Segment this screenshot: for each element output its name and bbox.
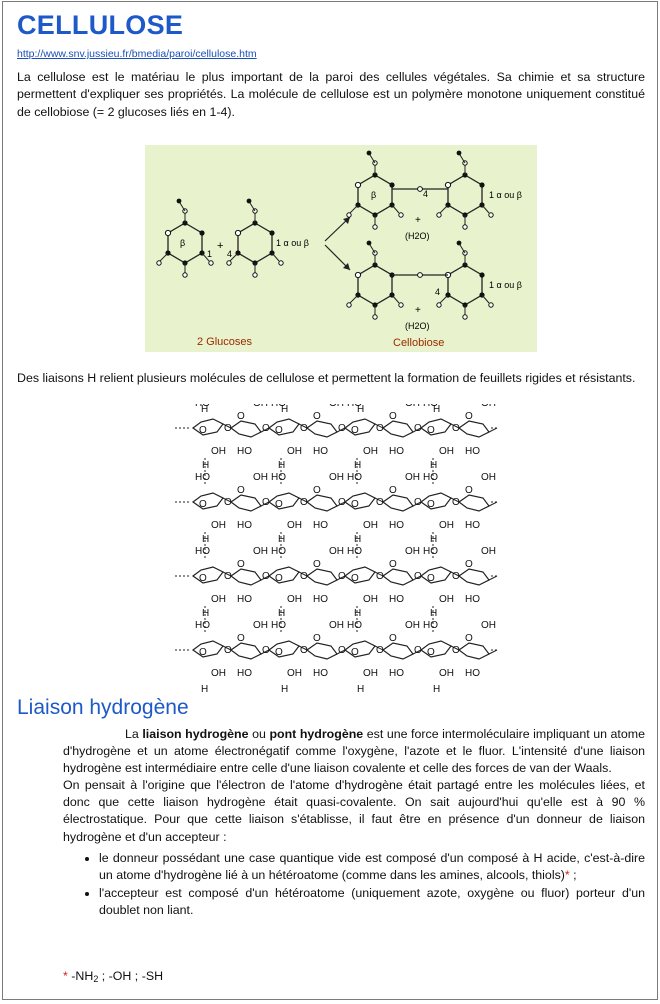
glucose-ring	[269, 493, 299, 509]
ring-oxygen-label: O	[300, 497, 308, 508]
glucose-ring	[269, 567, 299, 583]
hydroxyl-oh-label: OH	[439, 668, 454, 679]
glucose-ring	[269, 641, 299, 657]
hydrogen-label: H	[433, 684, 441, 694]
hydroxyl-ho-label: HO	[465, 520, 480, 531]
glucose-ring	[459, 569, 489, 585]
footnote-subscript: 2	[93, 974, 99, 984]
page-title: CELLULOSE	[17, 10, 184, 40]
hydrogen-label: H	[278, 460, 286, 471]
hydrogen-label: H	[201, 684, 209, 694]
hydroxyl-ho-label: HO	[195, 472, 210, 483]
glucose-ring	[421, 567, 451, 583]
hydrogen-label: H	[433, 404, 441, 415]
hydrogen-label: H	[357, 404, 365, 415]
glucose-ring	[193, 641, 223, 657]
oxygen-label: O	[313, 485, 321, 496]
hydroxyl-ho-label: HO	[195, 620, 210, 631]
ring-oxygen-label: O	[338, 423, 346, 434]
hydroxyl-oh-label: OH	[363, 520, 378, 531]
hydroxyl-oh-label: OH	[329, 546, 344, 557]
hydroxyl-oh-label: OH	[211, 520, 226, 531]
oxygen-label: O	[427, 425, 435, 436]
oxygen-label: O	[389, 411, 397, 422]
beta-label-2: β	[371, 190, 377, 200]
oxygen-label: O	[313, 559, 321, 570]
glucose-ring	[383, 421, 413, 437]
hydroxyl-ho-label: HO	[313, 594, 328, 605]
term-hydrogen-bridge: pont hydrogène	[269, 727, 364, 741]
oxygen-label: O	[351, 499, 359, 510]
hydroxyl-oh-label: OH	[253, 472, 268, 483]
hydroxyl-oh-label: OH	[211, 446, 226, 457]
oxygen-label: O	[237, 559, 245, 570]
oxygen-label: O	[389, 485, 397, 496]
oxygen-label: O	[199, 425, 207, 436]
hydroxyl-oh-label	[253, 404, 268, 409]
donor-acceptor-list	[63, 850, 645, 919]
hydrogen-label: H	[202, 460, 210, 471]
oxygen-label: O	[351, 573, 359, 584]
hydroxyl-oh-label: OH	[211, 594, 226, 605]
document-page	[2, 1, 658, 1000]
ring-oxygen-label: O	[338, 571, 346, 582]
hydroxyl-oh-label: OH	[481, 472, 496, 483]
electrostatic-paragraph: On pensait à l'origine que l'électron de l'atome d'hydrogène était partagé entre les molécules liées, et donc que cette liaison hydrogène était quasi-covalente. On sait aujourd'hui qu'elle est à 90 % électrostatique. Pour que cette liaison s'établisse, il faut être en présence d'un donneur de liaison hydrogène et d'un accepteur :	[63, 778, 645, 844]
ring-oxygen-label: O	[414, 571, 422, 582]
hydroxyl-oh-label: OH	[405, 620, 420, 631]
hydrogen-label: H	[354, 534, 362, 545]
footnote-star: *	[63, 969, 68, 983]
oxygen-label: O	[275, 499, 283, 510]
ring-oxygen-label: O	[224, 497, 232, 508]
hydroxyl-ho-label: HO	[389, 520, 404, 531]
footnote-marker: *	[564, 867, 570, 882]
hydroxyl-oh-label: OH	[287, 668, 302, 679]
hydrogen-label: H	[202, 534, 210, 545]
carbon-1-label: 1	[207, 249, 213, 259]
hydroxyl-ho-label: HO	[313, 446, 328, 457]
ring-oxygen-label: O	[300, 571, 308, 582]
hydroxyl-oh-label: OH	[253, 620, 268, 631]
oxygen-label: O	[275, 573, 283, 584]
hydroxyl-oh-label: OH	[439, 446, 454, 457]
oxygen-label: O	[427, 647, 435, 658]
hydroxyl-ho-label: HO	[389, 668, 404, 679]
term-hydrogen-bond: liaison hydrogène	[142, 727, 249, 741]
ring-oxygen-label: O	[414, 423, 422, 434]
ring-oxygen-label: O	[262, 497, 270, 508]
plus-sign: +	[217, 240, 224, 252]
hydrogen-label: H	[357, 684, 365, 694]
ring-oxygen-label: O	[376, 571, 384, 582]
glycosidic-bond	[489, 502, 497, 506]
beta-label: β	[180, 238, 186, 248]
ring-oxygen-label: O	[452, 645, 460, 656]
hydroxyl-oh-label: OH	[481, 546, 496, 557]
water-label-2: (H2O)	[405, 321, 430, 331]
carbon-4-label-3: 4	[435, 287, 441, 297]
definition-rest: est une force intermoléculaire impliquant un atome d'hydrogène et un atome électronégatif comme l'oxygène, l'azote et le fluor. L'intensité d'une liaison hydrogène est intermédiaire entre celle d'une liaison covalente et celle des forces de van der Waals.	[63, 727, 645, 776]
definition-prefix: La	[125, 727, 139, 741]
glucose-ring	[421, 419, 451, 435]
oxygen-label: O	[313, 633, 321, 644]
hydroxyl-ho-label: HO	[389, 594, 404, 605]
hydroxyl-oh-label: OH	[439, 594, 454, 605]
hydroxyl-ho-label: HO	[423, 620, 438, 631]
hydrogen-label: H	[354, 460, 362, 471]
hydrogen-bond-network-diagram	[171, 404, 501, 694]
glucose-ring	[269, 419, 299, 435]
oxygen-label: O	[427, 499, 435, 510]
glucose-ring	[193, 493, 223, 509]
hydroxyl-oh-label: OH	[363, 668, 378, 679]
ring-oxygen-label: O	[262, 423, 270, 434]
oxygen-label: O	[237, 411, 245, 422]
hydroxyl-ho-label: HO	[271, 472, 286, 483]
glucose-ring	[345, 641, 375, 657]
hydroxyl-oh-label: OH	[363, 446, 378, 457]
glucose-ring	[231, 643, 261, 659]
glucose-ring	[231, 569, 261, 585]
ring-oxygen-label: O	[452, 423, 460, 434]
hydroxyl-oh-label: OH	[287, 446, 302, 457]
glucose-ring	[345, 493, 375, 509]
ring-oxygen-label: O	[300, 645, 308, 656]
glucose-ring	[193, 419, 223, 435]
hydrogen-label: H	[281, 404, 289, 415]
oxygen-label: O	[351, 647, 359, 658]
ring-oxygen-label: O	[224, 571, 232, 582]
hydroxyl-ho-label: HO	[271, 546, 286, 557]
oxygen-label: O	[237, 485, 245, 496]
hydroxyl-ho-label: HO	[313, 668, 328, 679]
hydroxyl-oh-label: OH	[329, 620, 344, 631]
hydrogen-label: H	[430, 534, 438, 545]
hydroxyl-oh-label: OH	[211, 668, 226, 679]
hydroxyl-oh-label	[481, 404, 496, 409]
hydroxyl-ho-label: HO	[195, 546, 210, 557]
hydroxyl-ho-label: HO	[465, 446, 480, 457]
definition-or: ou	[252, 727, 266, 741]
anomer-label: 1 α ou β	[276, 238, 309, 248]
hydroxyl-oh-label: OH	[439, 520, 454, 531]
ring-oxygen-label: O	[452, 571, 460, 582]
list-item-acceptor: • l'accepteur est composé d'un hétéroatome (uniquement azote, oxygène ou fluor) porteur d'un doublet non liant.	[99, 885, 645, 919]
hydrogen-label: H	[278, 608, 286, 619]
definition-paragraph	[63, 726, 645, 777]
ring-oxygen-label: O	[376, 423, 384, 434]
glucose-ring	[307, 569, 337, 585]
ring-oxygen-label: O	[262, 571, 270, 582]
glucose-ring	[231, 421, 261, 437]
hydrogen-label: H	[202, 608, 210, 619]
ring-oxygen-label: O	[414, 645, 422, 656]
ring-oxygen-label: O	[224, 645, 232, 656]
donor-end: ;	[569, 867, 577, 882]
footnote-nh: -NH	[71, 969, 94, 983]
hydroxyl-ho-label: HO	[347, 620, 362, 631]
oxygen-label: O	[351, 425, 359, 436]
source-link[interactable]: http://www.snv.jussieu.fr/bmedia/paroi/cellulose.htm	[17, 48, 257, 60]
glucose-ring	[383, 569, 413, 585]
carbon-4-label: 4	[227, 249, 233, 259]
glycosidic-bond	[489, 428, 497, 432]
ring-oxygen-label: O	[224, 423, 232, 434]
oxygen-label: O	[465, 559, 473, 570]
oxygen-label: O	[275, 647, 283, 658]
hydrogen-label: H	[201, 404, 209, 415]
glucose-ring	[459, 495, 489, 511]
ring-oxygen-label: O	[452, 497, 460, 508]
anomer-label-2: 1 α ou β	[489, 190, 522, 200]
hydroxyl-ho-label: HO	[237, 520, 252, 531]
hydroxyl-ho-label: HO	[237, 446, 252, 457]
glucose-ring	[307, 643, 337, 659]
oxygen-label: O	[275, 425, 283, 436]
glucoses-label: 2 Glucoses	[197, 336, 253, 348]
section-heading: Liaison hydrogène	[17, 696, 189, 719]
hydroxyl-ho-label: HO	[423, 546, 438, 557]
plus-sign-2: +	[415, 215, 421, 226]
glucose-ring	[231, 495, 261, 511]
glycosidic-bond	[489, 650, 497, 654]
hydroxyl-ho-label: HO	[465, 668, 480, 679]
hydrogen-label: H	[354, 608, 362, 619]
ring-oxygen-label: O	[262, 645, 270, 656]
hydroxyl-ho-label: HO	[347, 472, 362, 483]
footnote-groups: ; -OH ; -SH	[98, 969, 164, 983]
oxygen-label: O	[313, 411, 321, 422]
hydroxyl-oh-label: OH	[363, 594, 378, 605]
hydroxyl-ho-label: HO	[237, 668, 252, 679]
oxygen-label: O	[237, 633, 245, 644]
hydroxyl-oh-label: OH	[405, 546, 420, 557]
glucose-ring	[345, 567, 375, 583]
hydrogen-label: H	[430, 608, 438, 619]
ring-oxygen-label: O	[376, 497, 384, 508]
plus-sign-3: +	[415, 305, 421, 316]
oxygen-label: O	[199, 647, 207, 658]
hydroxyl-oh-label: OH	[329, 472, 344, 483]
glucose-ring	[383, 495, 413, 511]
hydrogen-label: H	[278, 534, 286, 545]
oxygen-label: O	[427, 573, 435, 584]
footnote	[63, 969, 163, 984]
cellulose-sheets-figure	[171, 404, 501, 694]
oxygen-label: O	[465, 411, 473, 422]
carbon-4-label-2: 4	[423, 189, 429, 199]
hydroxyl-ho-label: HO	[423, 472, 438, 483]
hydroxyl-ho-label: HO	[313, 520, 328, 531]
glucose-ring	[307, 495, 337, 511]
oxygen-label: O	[465, 633, 473, 644]
ring-oxygen-label: O	[414, 497, 422, 508]
hydroxyl-oh-label: OH	[405, 472, 420, 483]
hydroxyl-oh-label: OH	[287, 520, 302, 531]
oxygen-label: O	[389, 559, 397, 570]
cellobiose-figure	[145, 145, 537, 352]
hydroxyl-ho-label: HO	[465, 594, 480, 605]
ring-oxygen-label: O	[338, 497, 346, 508]
hydroxyl-ho-label: HO	[237, 594, 252, 605]
ring-oxygen-label: O	[338, 645, 346, 656]
hydroxyl-ho-label: HO	[389, 446, 404, 457]
donor-text: le donneur possédant une case quantique vide est composé d'un composé à H acide, c'est-à-dire un atome d'hydrogène lié à un hétéroatome (comme dans les amines, alcools, thiols)	[99, 850, 645, 882]
glucose-ring	[459, 643, 489, 659]
hydroxyl-ho-label: HO	[271, 620, 286, 631]
glucose-ring	[459, 421, 489, 437]
glycosidic-bond	[489, 576, 497, 580]
hydrogen-label: H	[430, 460, 438, 471]
oxygen-label: O	[199, 573, 207, 584]
oxygen-label: O	[465, 485, 473, 496]
glucose-ring	[421, 641, 451, 657]
oxygen-label: O	[389, 633, 397, 644]
section-body	[63, 726, 645, 920]
ring-oxygen-label: O	[300, 423, 308, 434]
hydroxyl-oh-label	[329, 404, 344, 409]
list-item-donor	[99, 850, 645, 884]
hydroxyl-oh-label	[405, 404, 420, 409]
glucose-ring	[307, 421, 337, 437]
hydroxyl-oh-label: OH	[287, 594, 302, 605]
hydroxyl-oh-label: OH	[481, 620, 496, 631]
hydroxyl-oh-label: OH	[253, 546, 268, 557]
cellobiose-label: Cellobiose	[393, 337, 445, 349]
hydroxyl-ho-label: HO	[347, 546, 362, 557]
hbond-paragraph: Des liaisons H relient plusieurs molécules de cellulose et permettent la formation de feuillets rigides et résistants.	[17, 371, 636, 385]
cellobiose-diagram	[145, 145, 537, 352]
intro-paragraph: La cellulose est le matériau le plus important de la paroi des cellules végétales. Sa chimie et sa structure permettent d'expliquer ses propriétés. La molécule de cellulose est un polymère monotone uniquement constitué de cellobiose (= 2 glucoses liés en 1-4).	[17, 70, 645, 119]
hydrogen-label: H	[281, 684, 289, 694]
glucose-ring	[383, 643, 413, 659]
water-label: (H2O)	[405, 231, 430, 241]
ring-oxygen-label: O	[376, 645, 384, 656]
glucose-ring	[193, 567, 223, 583]
oxygen-label: O	[199, 499, 207, 510]
anomer-label-3: 1 α ou β	[489, 280, 522, 290]
glucose-ring	[421, 493, 451, 509]
glucose-ring	[345, 419, 375, 435]
